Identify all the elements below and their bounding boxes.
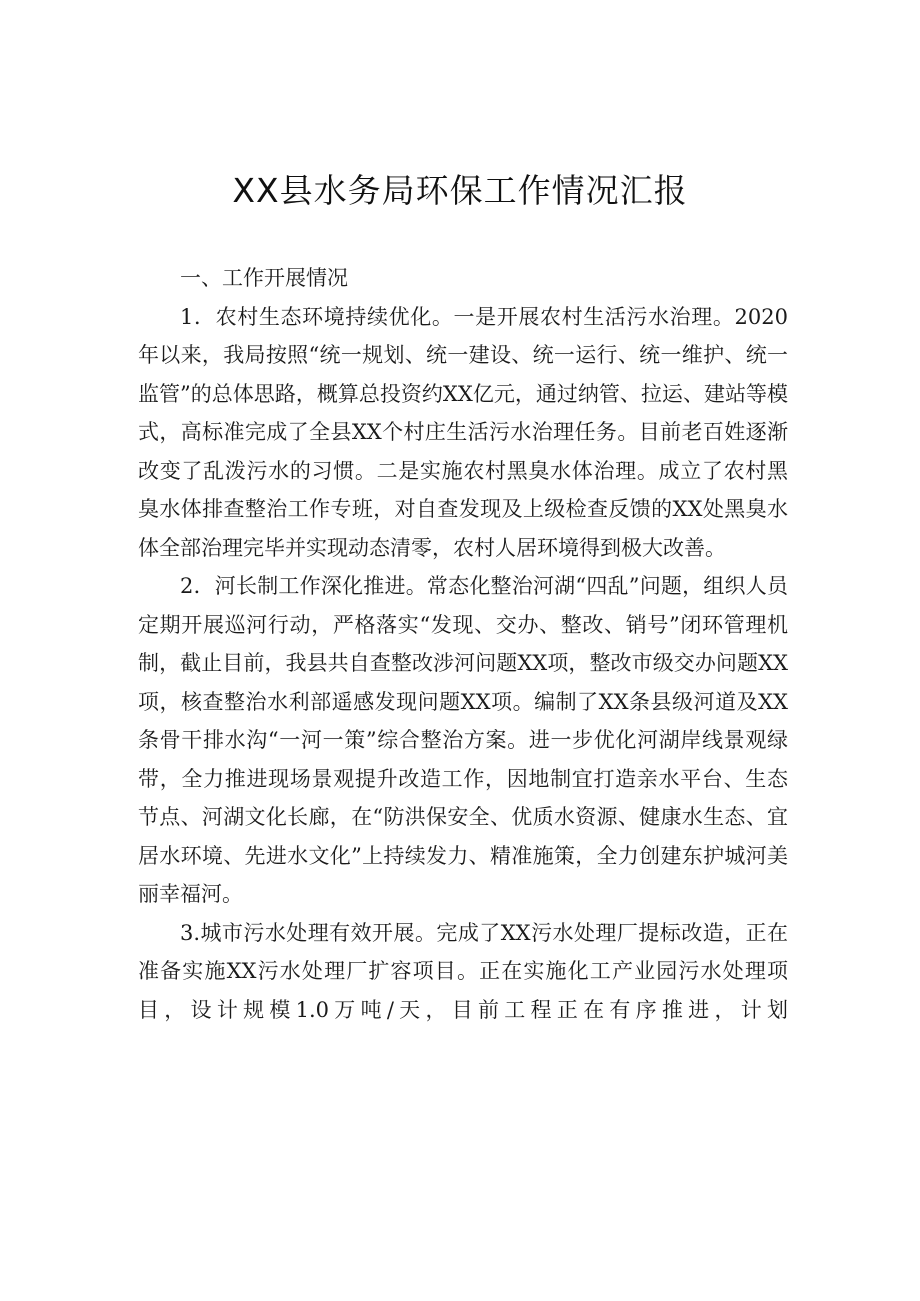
paragraph-river-chief: 2．河长制工作深化推进。常态化整治河湖“四乱”问题，组织人员定期开展巡河行动，严格落实“发现、交办、整改、销号”闭环管理机制，截止目前，我县共自查整改涉河问题XX项，整改市级交办问题XX项，核查整治水利部遥感发现问题XX项。编制了XX条县级河道及XX条骨干排水沟“一河一策”综合整治方案。进一步优化河湖岸线景观绿带，全力推进现场景观提升改造工作，因地制宜打造亲水平台、生态节点、河湖文化长廊，在“防洪保安全、优质水资源、健康水生态、宜居水环境、先进水文化”上持续发力、精准施策，全力创建东护城河美丽幸福河。 (138, 574, 788, 906)
section-heading: 一、工作开展情况 (180, 266, 348, 290)
document-title: XX县水务局环保工作情况汇报 (232, 171, 688, 210)
paragraph-urban-sewage: 3.城市污水处理有效开展。完成了XX污水处理厂提标改造，正在准备实施XX污水处理厂扩容项目。正在实施化工产业园污水处理项目，设计规模1.0万吨/天，目前工程正在有序推进，计划 (138, 920, 788, 1022)
document-body (138, 259, 788, 1029)
paragraph-rural-ecology: 1．农村生态环境持续优化。一是开展农村生活污水治理。2020年以来，我局按照“统一规划、统一建设、统一运行、统一维护、统一监管”的总体思路，概算总投资约XX亿元，通过纳管、拉运、建站等模式，高标准完成了全县XX个村庄生活污水治理任务。目前老百姓逐渐改变了乱泼污水的习惯。二是实施农村黑臭水体治理。成立了农村黑臭水体排查整治工作专班，对自查发现及上级检查反馈的XX处黑臭水体全部治理完毕并实现动态清零，农村人居环境得到极大改善。 (138, 304, 788, 560)
